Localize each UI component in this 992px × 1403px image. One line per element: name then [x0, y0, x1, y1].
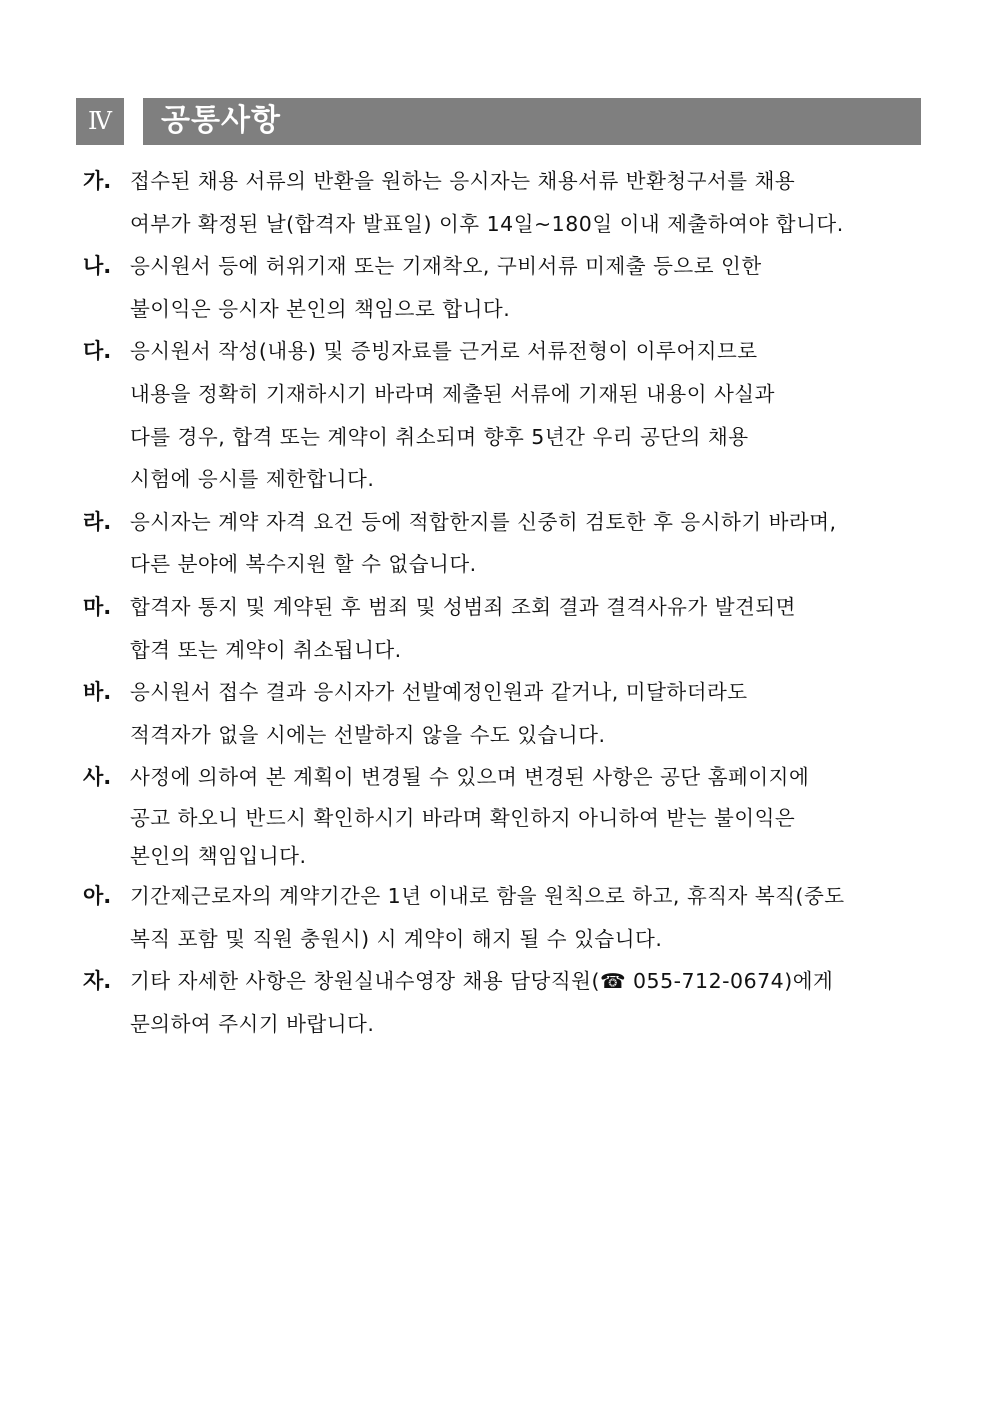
- notice-list: [80, 160, 930, 1045]
- section-number-badge: Ⅳ: [76, 98, 124, 145]
- item-text-line: 공고 하오니 반드시 확인하시기 바라며 확인하지 아니하여 받는 불이익은: [130, 805, 796, 830]
- section-header: [76, 98, 921, 145]
- item-marker: 자.: [83, 969, 112, 994]
- item-text-line: 응시자는 계약 자격 요건 등에 적합한지를 신중히 검토한 후 응시하기 바라며,: [130, 509, 837, 534]
- item-text-line: 응시원서 등에 허위기재 또는 기재착오, 구비서류 미제출 등으로 인한: [130, 254, 762, 279]
- notice-item-a: [80, 875, 930, 960]
- item-marker: 아.: [83, 883, 112, 908]
- item-text-line: 합격 또는 계약이 취소됩니다.: [130, 637, 402, 662]
- item-text-line: 여부가 확정된 날(합격자 발표일) 이후 14일~180일 이내 제출하여야 합니다.: [130, 211, 844, 236]
- item-text-line: 다를 경우, 합격 또는 계약이 취소되며 향후 5년간 우리 공단의 채용: [130, 424, 749, 449]
- item-text-line: 다른 분야에 복수지원 할 수 없습니다.: [130, 552, 477, 577]
- item-text-line: 내용을 정확히 기재하시기 바라며 제출된 서류에 기재된 내용이 사실과: [130, 381, 775, 406]
- item-text-line: 복직 포함 및 직원 충원시) 시 계약이 해지 될 수 있습니다.: [130, 926, 663, 951]
- item-text-line: 합격자 통지 및 계약된 후 범죄 및 성범죄 조회 결과 결격사유가 발견되면: [130, 594, 796, 619]
- item-text-line: 응시원서 접수 결과 응시자가 선발예정인원과 같거나, 미달하더라도: [130, 680, 748, 705]
- item-text-line: 불이익은 응시자 본인의 책임으로 합니다.: [130, 296, 511, 321]
- notice-item-na: [80, 245, 930, 330]
- item-text-line: 사정에 의하여 본 계획이 변경될 수 있으며 변경된 사항은 공단 홈페이지에: [130, 765, 810, 790]
- notice-item-ba: [80, 671, 930, 756]
- notice-item-da: [80, 330, 930, 500]
- item-text-line: 기간제근로자의 계약기간은 1년 이내로 함을 원칙으로 하고, 휴직자 복직(중도: [130, 883, 845, 908]
- notice-item-ja: [80, 960, 930, 1045]
- item-marker: 다.: [83, 339, 112, 364]
- notice-item-ga: [80, 160, 930, 245]
- section-title: 공통사항: [161, 103, 281, 138]
- item-marker: 나.: [83, 254, 112, 279]
- notice-item-ra: [80, 501, 930, 586]
- notice-item-ma: [80, 586, 930, 671]
- item-text-line: 접수된 채용 서류의 반환을 원하는 응시자는 채용서류 반환청구서를 채용: [130, 169, 796, 193]
- item-text-line: 문의하여 주시기 바랍니다.: [130, 1011, 375, 1036]
- item-marker: 라.: [83, 509, 112, 534]
- item-marker: 바.: [83, 680, 112, 705]
- item-text-line: 본인의 책임입니다.: [130, 843, 307, 868]
- section-title-bar: [143, 98, 921, 145]
- item-text-line: 응시원서 작성(내용) 및 증빙자료를 근거로 서류전형이 이루어지므로: [130, 339, 758, 364]
- item-marker: 마.: [83, 594, 112, 619]
- notice-item-sa: [80, 756, 930, 875]
- item-text-line: 기타 자세한 사항은 창원실내수영장 채용 담당직원(☎ 055-712-0674)에게: [130, 969, 834, 994]
- item-text-line: 시험에 응시를 제한합니다.: [130, 467, 375, 492]
- item-marker: 가.: [83, 169, 112, 193]
- item-marker: 사.: [83, 765, 112, 790]
- item-text-line: 적격자가 없을 시에는 선발하지 않을 수도 있습니다.: [130, 722, 606, 747]
